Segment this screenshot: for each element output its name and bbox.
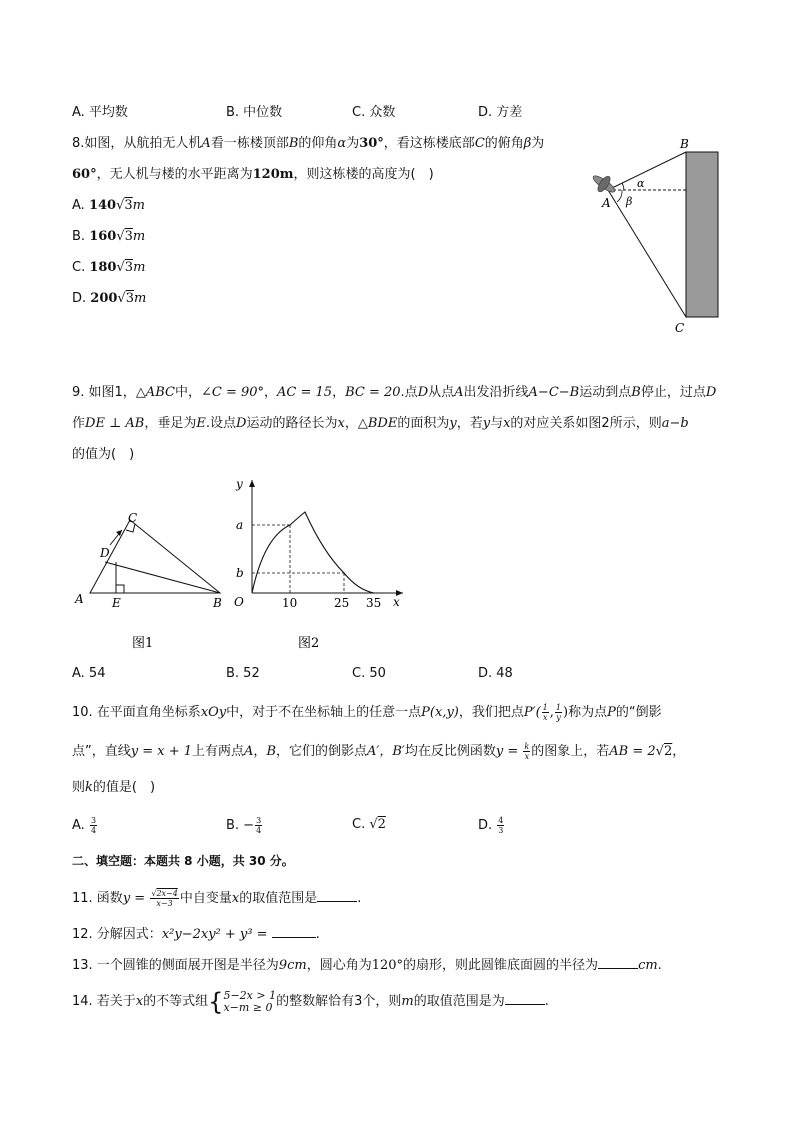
answer-blank-q14[interactable] [505, 992, 545, 1005]
q10-option-c: C. √2 [352, 817, 386, 832]
fig1-caption: 图1 [132, 636, 154, 651]
segment-db [105, 562, 220, 593]
inequality-system: 5−2x > 1 x−m ≥ 0 [223, 988, 277, 1014]
q8-option-a: A. 140√3m [72, 198, 145, 213]
q10-line-2: 点”，直线y = x + 1上有两点A，B，它们的倒影点A′，B′均在反比例函数y = $\frac{k}{x}$ 的图象上，若AB = 2√2， [72, 742, 686, 761]
arrow-head [116, 530, 122, 536]
answer-blank-q12[interactable] [272, 925, 316, 938]
q7-option-c: C. 众数 [352, 105, 396, 120]
fraction-1-over-x: $\frac{1}{x}$ [542, 703, 548, 722]
q9-option-c: C. 50 [352, 666, 386, 681]
q9-figure-2 [228, 472, 413, 655]
q10-line-3: 则k的值是( ) [72, 780, 156, 795]
fraction-k-over-x: $\frac{k}{x}$ [524, 742, 530, 761]
label-beta: β [626, 195, 633, 208]
tick-label-b: b [236, 566, 244, 580]
alpha-arc [622, 183, 624, 190]
line-to-bottom [608, 190, 686, 317]
q14: 14. 若关于x的不等式组{ 5−2x > 1 x−m ≥ 0 的整数解恰有3个，则m的取值范围是为 . [72, 987, 549, 1016]
q10-option-a: A. $\frac{3}{4}$ [72, 816, 97, 835]
tick-label-10: 10 [282, 596, 298, 610]
q9-line-3: 的值为( ) [72, 447, 135, 462]
q7-option-a: A. 平均数 [72, 105, 128, 120]
answer-blank-q13[interactable] [598, 956, 638, 969]
building [686, 152, 718, 317]
fig1-label-b: B [213, 596, 222, 610]
tick-label-35: 35 [366, 596, 382, 610]
section-2-heading: 二、填空题：本题共 8 小题，共 30 分。 [72, 854, 294, 868]
fraction-q11: $\frac{√2x-4}{x-3}$ [151, 889, 178, 908]
fig1-label-e: E [112, 596, 121, 610]
q8-figure [580, 132, 730, 342]
q10-option-b: B. − $\frac{3}{4}$ [226, 816, 262, 835]
fig2-caption: 图2 [298, 636, 320, 651]
fig1-label-d: D [100, 546, 110, 560]
label-A: A [602, 196, 611, 210]
origin-label: O [234, 595, 244, 609]
tick-label-25: 25 [334, 596, 350, 610]
q10-line-1: 10. 在平面直角坐标系xOy中，对于不在坐标轴上的任意一点P(x,y)，我们把点P′( $\frac{1}{x}$ , $\frac{1}{y}$ )称为点P的“倒影 [72, 703, 662, 722]
label-C: C [675, 321, 685, 335]
q8-option-d: D. 200√3m [72, 291, 147, 306]
brace-icon: { [208, 987, 224, 1016]
tick-label-a: a [236, 518, 244, 532]
answer-blank-q11[interactable] [317, 889, 357, 902]
drone-icon [591, 173, 617, 194]
q7-option-b: B. 中位数 [226, 105, 283, 120]
series-curve [252, 512, 374, 593]
axis-label-x: x [393, 595, 400, 609]
q7-option-d: D. 方差 [478, 105, 523, 120]
q11: 11. 函数y = $\frac{√2x-4}{x-3}$ 中自变量x的取值范围是 . [72, 889, 362, 908]
beta-arc [617, 190, 622, 202]
fraction-1-over-y: $\frac{1}{y}$ [555, 703, 561, 722]
label-B: B [680, 137, 689, 151]
q9-option-d: D. 48 [478, 666, 513, 681]
label-alpha: α [637, 177, 645, 190]
fig1-label-a: A [75, 592, 84, 606]
q12: 12. 分解因式：x²y−2xy² + y³ = . [72, 927, 320, 942]
fig1-label-c: C [128, 511, 138, 525]
axis-label-y: y [236, 477, 243, 491]
right-angle-e [116, 585, 124, 593]
q8-line-1: 8.如图，从航拍无人机A看一栋楼顶部B的仰角α为30°，看这栋楼底部C的俯角β为 [72, 136, 545, 151]
q8-option-c: C. 180√3m [72, 260, 146, 275]
q13: 13. 一个圆锥的侧面展开图是半径为9cm，圆心角为120°的扇形，则此圆锥底面圆的半径为 cm. [72, 958, 662, 973]
line-to-top [608, 152, 686, 190]
q8-line-2: 60°，无人机与楼的水平距离为120m，则这栋楼的高度为( ) [72, 167, 434, 182]
y-axis-arrow [249, 480, 255, 487]
q9-option-a: A. 54 [72, 666, 106, 681]
q9-option-b: B. 52 [226, 666, 260, 681]
q9-line-2: 作DE ⊥ AB，垂足为E.设点D运动的路径长为x，△BDE的面积为y，若y与x的对应关系如图2所示，则a−b [72, 416, 689, 431]
q8-option-b: B. 160√3m [72, 229, 146, 244]
q10-option-d: D. $\frac{4}{3}$ [478, 816, 504, 835]
q9-line-1: 9. 如图1，△ABC中，∠C = 90°，AC = 15，BC = 20.点D从点A出发沿折线A−C−B运动到点B停止，过点D [72, 385, 717, 400]
q9-figure-1 [70, 510, 240, 655]
